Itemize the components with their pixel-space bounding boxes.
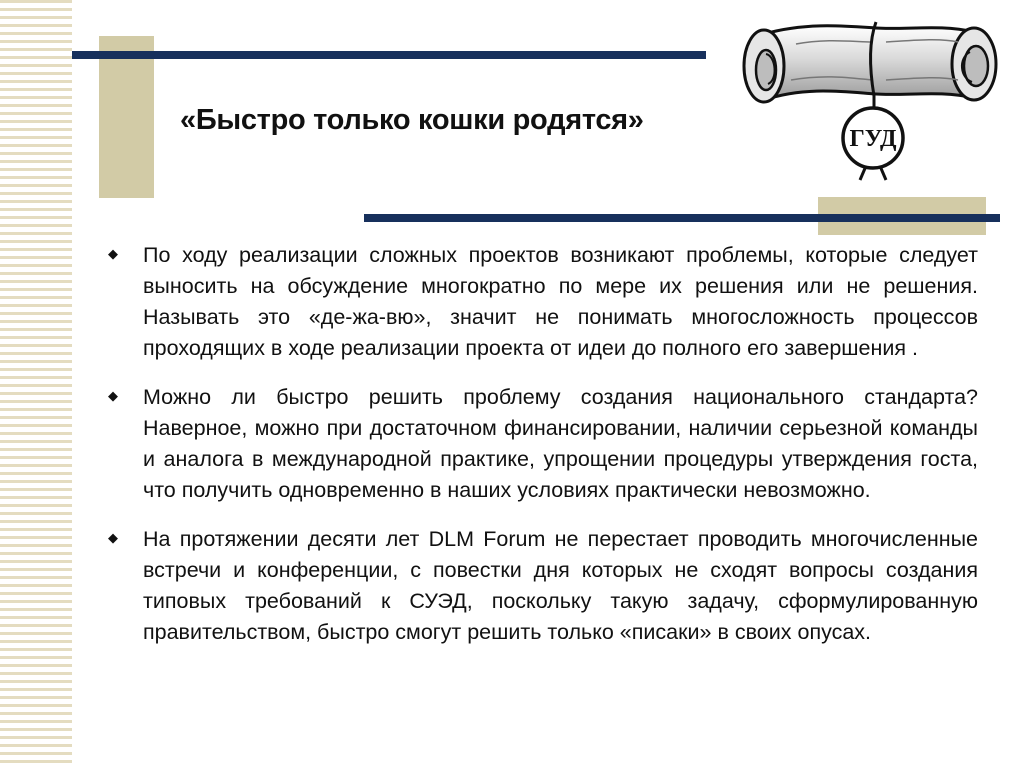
scroll-with-seal-icon bbox=[736, 14, 1008, 190]
bullet-text: Можно ли быстро решить проблему создания национального стандарта? Наверное, можно при достаточном финансировании, наличии серьезной команды и аналога в международной практике, упрощении процедуры утверждения госта, что получить одновременно в наших условиях практически невозможно. bbox=[143, 385, 978, 502]
bottom-divider-line bbox=[364, 214, 1000, 222]
title-accent-block bbox=[99, 36, 154, 198]
bullet-list bbox=[108, 240, 978, 666]
left-stripe-decoration bbox=[0, 0, 72, 768]
list-item bbox=[108, 382, 978, 506]
bullet-text: На протяжении десяти лет DLM Forum не перестает проводить многочисленные встречи и конференции, с повестки дня которых не сходят вопросы создания типовых требований к СУЭД, поскольку такую задачу, сформулированную правительством, быстро смогут решить только «писаки» в своих опусах. bbox=[143, 527, 978, 644]
diamond-bullet-icon: ◆ bbox=[108, 530, 118, 545]
bullet-text: По ходу реализации сложных проектов возникают проблемы, которые следует выносить на обсуждение многократно по мере их решения или не решения. Называть это «де-жа-вю», значит не понимать многосложность процессов проходящих в ходе реализации проекта от идеи до полного его завершения . bbox=[143, 243, 978, 360]
top-divider-line bbox=[72, 51, 706, 59]
seal-text: ГУД bbox=[849, 126, 897, 152]
slide-title: «Быстро только кошки родятся» bbox=[180, 104, 644, 136]
list-item bbox=[108, 524, 978, 648]
diamond-bullet-icon: ◆ bbox=[108, 388, 118, 403]
diamond-bullet-icon: ◆ bbox=[108, 246, 118, 261]
list-item bbox=[108, 240, 978, 364]
